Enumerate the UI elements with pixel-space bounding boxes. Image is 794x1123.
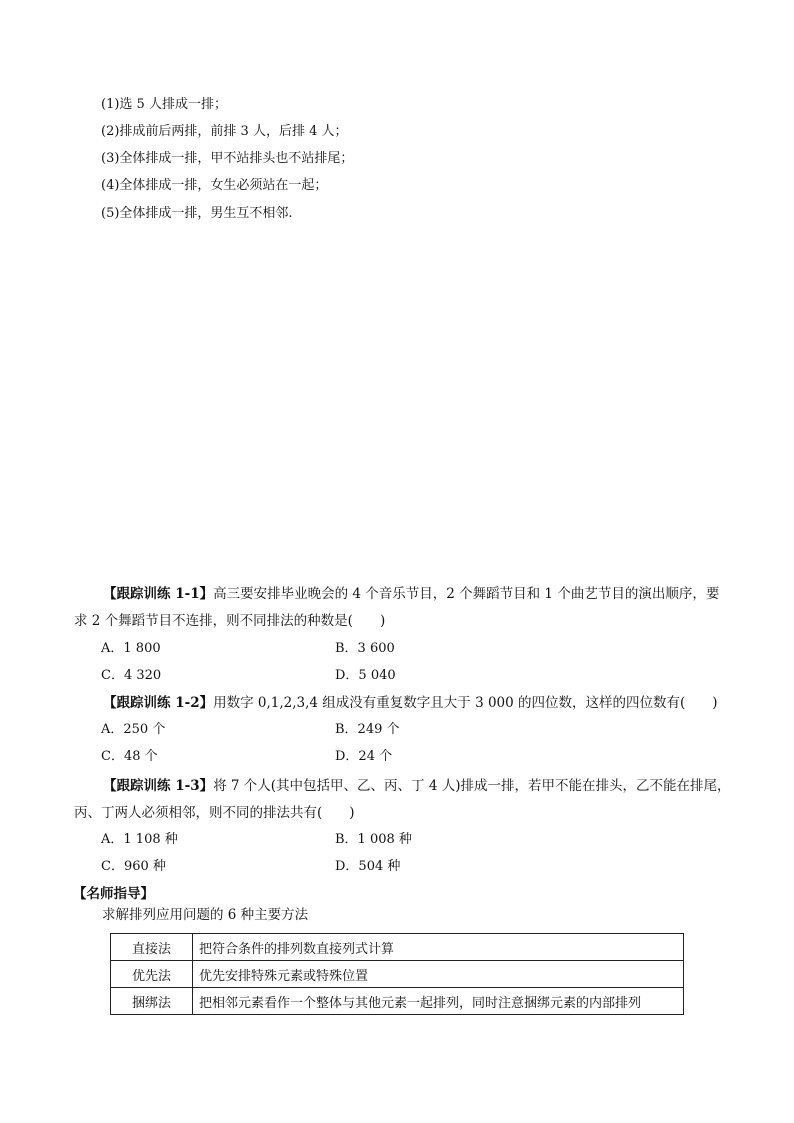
problem-item-1: (1)选 5 人排成一排； [101, 97, 227, 112]
option-d: D．504 种 [335, 859, 401, 874]
guide-heading: 【名师指导】 [73, 886, 154, 902]
exercise-label: 【跟踪训练 1-2】 [103, 695, 214, 711]
option-a: A．1 800 [101, 641, 161, 656]
method-desc: 把符合条件的排列数直接列式计算 [193, 934, 684, 961]
method-name: 直接法 [111, 934, 193, 961]
option-d: D．24 个 [335, 749, 393, 764]
problem-item-4: (4)全体排成一排，女生必须站在一起； [101, 178, 328, 193]
problem-item-5: (5)全体排成一排，男生互不相邻. [101, 206, 293, 221]
exercise-1-1-line2: 求 2 个舞蹈节目不连排，则不同排法的种数是( ) [74, 613, 386, 629]
problem-item-2: (2)排成前后两排，前排 3 人，后排 4 人； [101, 124, 348, 139]
guide-subtitle: 求解排列应用问题的 6 种主要方法 [102, 907, 309, 923]
method-name: 优先法 [111, 961, 193, 988]
exercise-1-1 [103, 585, 719, 603]
table-row [111, 934, 684, 961]
option-b: B．3 600 [335, 641, 395, 656]
option-c: C．4 320 [101, 668, 162, 683]
exercise-text: 高三要安排毕业晚会的 4 个音乐节目，2 个舞蹈节目和 1 个曲艺节目的演出顺序，要 [213, 586, 720, 602]
table-row [111, 988, 684, 1015]
exercise-label: 【跟踪训练 1-1】 [103, 586, 214, 602]
exercise-1-2 [103, 694, 718, 712]
option-d: D．5 040 [335, 668, 396, 683]
option-c: C．48 个 [101, 749, 158, 764]
exercise-label: 【跟踪训练 1-3】 [103, 778, 214, 794]
problem-item-3: (3)全体排成一排，甲不站排头也不站排尾； [101, 151, 354, 166]
option-a: A．250 个 [101, 722, 166, 737]
option-b: B．249 个 [335, 722, 400, 737]
method-desc: 把相邻元素看作一个整体与其他元素一起排列，同时注意捆绑元素的内部排列 [193, 988, 684, 1015]
exercise-text: 用数字 0,1,2,3,4 组成没有重复数字且大于 3 000 的四位数，这样的四位数有( ) [213, 695, 718, 711]
exercise-text: 将 7 个人(其中包括甲、乙、丙、丁 4 人)排成一排，若甲不能在排头，乙不能在排尾， [213, 778, 731, 794]
option-c: C．960 种 [101, 859, 166, 874]
methods-table [110, 933, 684, 1015]
method-name: 捆绑法 [111, 988, 193, 1015]
option-b: B．1 008 种 [335, 832, 412, 847]
table-row [111, 961, 684, 988]
exercise-1-3-line2: 丙、丁两人必须相邻，则不同的排法共有( ) [74, 805, 355, 821]
exercise-1-3 [103, 777, 730, 795]
method-desc: 优先安排特殊元素或特殊位置 [193, 961, 684, 988]
option-a: A．1 108 种 [101, 832, 178, 847]
